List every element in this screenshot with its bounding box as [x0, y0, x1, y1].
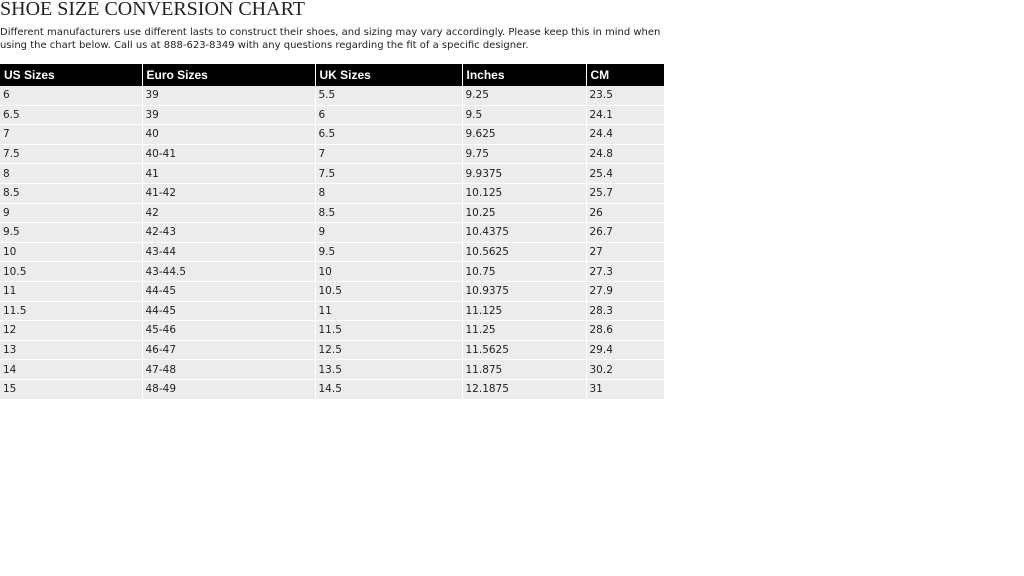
cm-cell: 28.6 [586, 321, 664, 341]
inches-cell: 10.125 [462, 183, 586, 203]
column-header-inches: Inches [462, 64, 586, 86]
us-size-cell: 9.5 [0, 223, 142, 243]
uk-size-cell: 6 [315, 105, 462, 125]
us-size-cell: 6.5 [0, 105, 142, 125]
inches-cell: 10.25 [462, 203, 586, 223]
column-header-euro-sizes: Euro Sizes [142, 64, 315, 86]
us-size-cell: 6 [0, 86, 142, 105]
euro-size-cell: 41 [142, 164, 315, 184]
euro-size-cell: 39 [142, 86, 315, 105]
us-size-cell: 8 [0, 164, 142, 184]
uk-size-cell: 10 [315, 262, 462, 282]
column-header-cm: CM [586, 64, 664, 86]
us-size-cell: 13 [0, 340, 142, 360]
inches-cell: 11.5625 [462, 340, 586, 360]
us-size-cell: 15 [0, 379, 142, 399]
inches-cell: 10.5625 [462, 242, 586, 262]
uk-size-cell: 8 [315, 183, 462, 203]
table-row [0, 223, 664, 243]
table-row [0, 340, 664, 360]
cm-cell: 26 [586, 203, 664, 223]
euro-size-cell: 40 [142, 125, 315, 145]
cm-cell: 26.7 [586, 223, 664, 243]
euro-size-cell: 39 [142, 105, 315, 125]
inches-cell: 11.875 [462, 360, 586, 380]
cm-cell: 31 [586, 379, 664, 399]
euro-size-cell: 42-43 [142, 223, 315, 243]
uk-size-cell: 11.5 [315, 321, 462, 341]
size-conversion-table [0, 64, 664, 400]
table-row [0, 360, 664, 380]
inches-cell: 9.5 [462, 105, 586, 125]
inches-cell: 11.25 [462, 321, 586, 341]
inches-cell: 10.4375 [462, 223, 586, 243]
table-header-row [0, 64, 664, 86]
uk-size-cell: 7 [315, 144, 462, 164]
table-row [0, 125, 664, 145]
table-row [0, 262, 664, 282]
euro-size-cell: 40-41 [142, 144, 315, 164]
column-header-uk-sizes: UK Sizes [315, 64, 462, 86]
uk-size-cell: 14.5 [315, 379, 462, 399]
inches-cell: 9.25 [462, 86, 586, 105]
column-header-us-sizes: US Sizes [0, 64, 142, 86]
us-size-cell: 12 [0, 321, 142, 341]
euro-size-cell: 41-42 [142, 183, 315, 203]
table-row [0, 321, 664, 341]
cm-cell: 27.3 [586, 262, 664, 282]
table-row [0, 301, 664, 321]
intro-text: Different manufacturers use different lasts to construct their shoes, and sizing may vary accordingly. Please keep this in mind when using the chart below. Call us at 888-623-8349 with any questions regarding the fit of a specific designer. [0, 27, 661, 51]
uk-size-cell: 12.5 [315, 340, 462, 360]
uk-size-cell: 5.5 [315, 86, 462, 105]
inches-cell: 12.1875 [462, 379, 586, 399]
uk-size-cell: 11 [315, 301, 462, 321]
us-size-cell: 10.5 [0, 262, 142, 282]
euro-size-cell: 43-44.5 [142, 262, 315, 282]
table-row [0, 379, 664, 399]
euro-size-cell: 43-44 [142, 242, 315, 262]
us-size-cell: 14 [0, 360, 142, 380]
euro-size-cell: 44-45 [142, 281, 315, 301]
cm-cell: 27.9 [586, 281, 664, 301]
uk-size-cell: 6.5 [315, 125, 462, 145]
inches-cell: 9.625 [462, 125, 586, 145]
uk-size-cell: 9 [315, 223, 462, 243]
uk-size-cell: 10.5 [315, 281, 462, 301]
inches-cell: 9.75 [462, 144, 586, 164]
cm-cell: 27 [586, 242, 664, 262]
inches-cell: 10.9375 [462, 281, 586, 301]
table-row [0, 281, 664, 301]
euro-size-cell: 46-47 [142, 340, 315, 360]
uk-size-cell: 9.5 [315, 242, 462, 262]
uk-size-cell: 8.5 [315, 203, 462, 223]
euro-size-cell: 45-46 [142, 321, 315, 341]
cm-cell: 24.1 [586, 105, 664, 125]
us-size-cell: 7.5 [0, 144, 142, 164]
table-row [0, 144, 664, 164]
table-row [0, 86, 664, 105]
table-body [0, 86, 664, 399]
cm-cell: 30.2 [586, 360, 664, 380]
euro-size-cell: 44-45 [142, 301, 315, 321]
us-size-cell: 9 [0, 203, 142, 223]
uk-size-cell: 7.5 [315, 164, 462, 184]
table-row [0, 183, 664, 203]
cm-cell: 23.5 [586, 86, 664, 105]
euro-size-cell: 48-49 [142, 379, 315, 399]
inches-cell: 10.75 [462, 262, 586, 282]
us-size-cell: 11.5 [0, 301, 142, 321]
uk-size-cell: 13.5 [315, 360, 462, 380]
euro-size-cell: 47-48 [142, 360, 315, 380]
cm-cell: 24.4 [586, 125, 664, 145]
cm-cell: 25.4 [586, 164, 664, 184]
inches-cell: 11.125 [462, 301, 586, 321]
page-title: SHOE SIZE CONVERSION CHART [0, 0, 305, 20]
table-row [0, 164, 664, 184]
cm-cell: 24.8 [586, 144, 664, 164]
us-size-cell: 10 [0, 242, 142, 262]
cm-cell: 29.4 [586, 340, 664, 360]
table-row [0, 105, 664, 125]
us-size-cell: 7 [0, 125, 142, 145]
euro-size-cell: 42 [142, 203, 315, 223]
table-row [0, 242, 664, 262]
cm-cell: 28.3 [586, 301, 664, 321]
cm-cell: 25.7 [586, 183, 664, 203]
us-size-cell: 8.5 [0, 183, 142, 203]
inches-cell: 9.9375 [462, 164, 586, 184]
table-row [0, 203, 664, 223]
us-size-cell: 11 [0, 281, 142, 301]
